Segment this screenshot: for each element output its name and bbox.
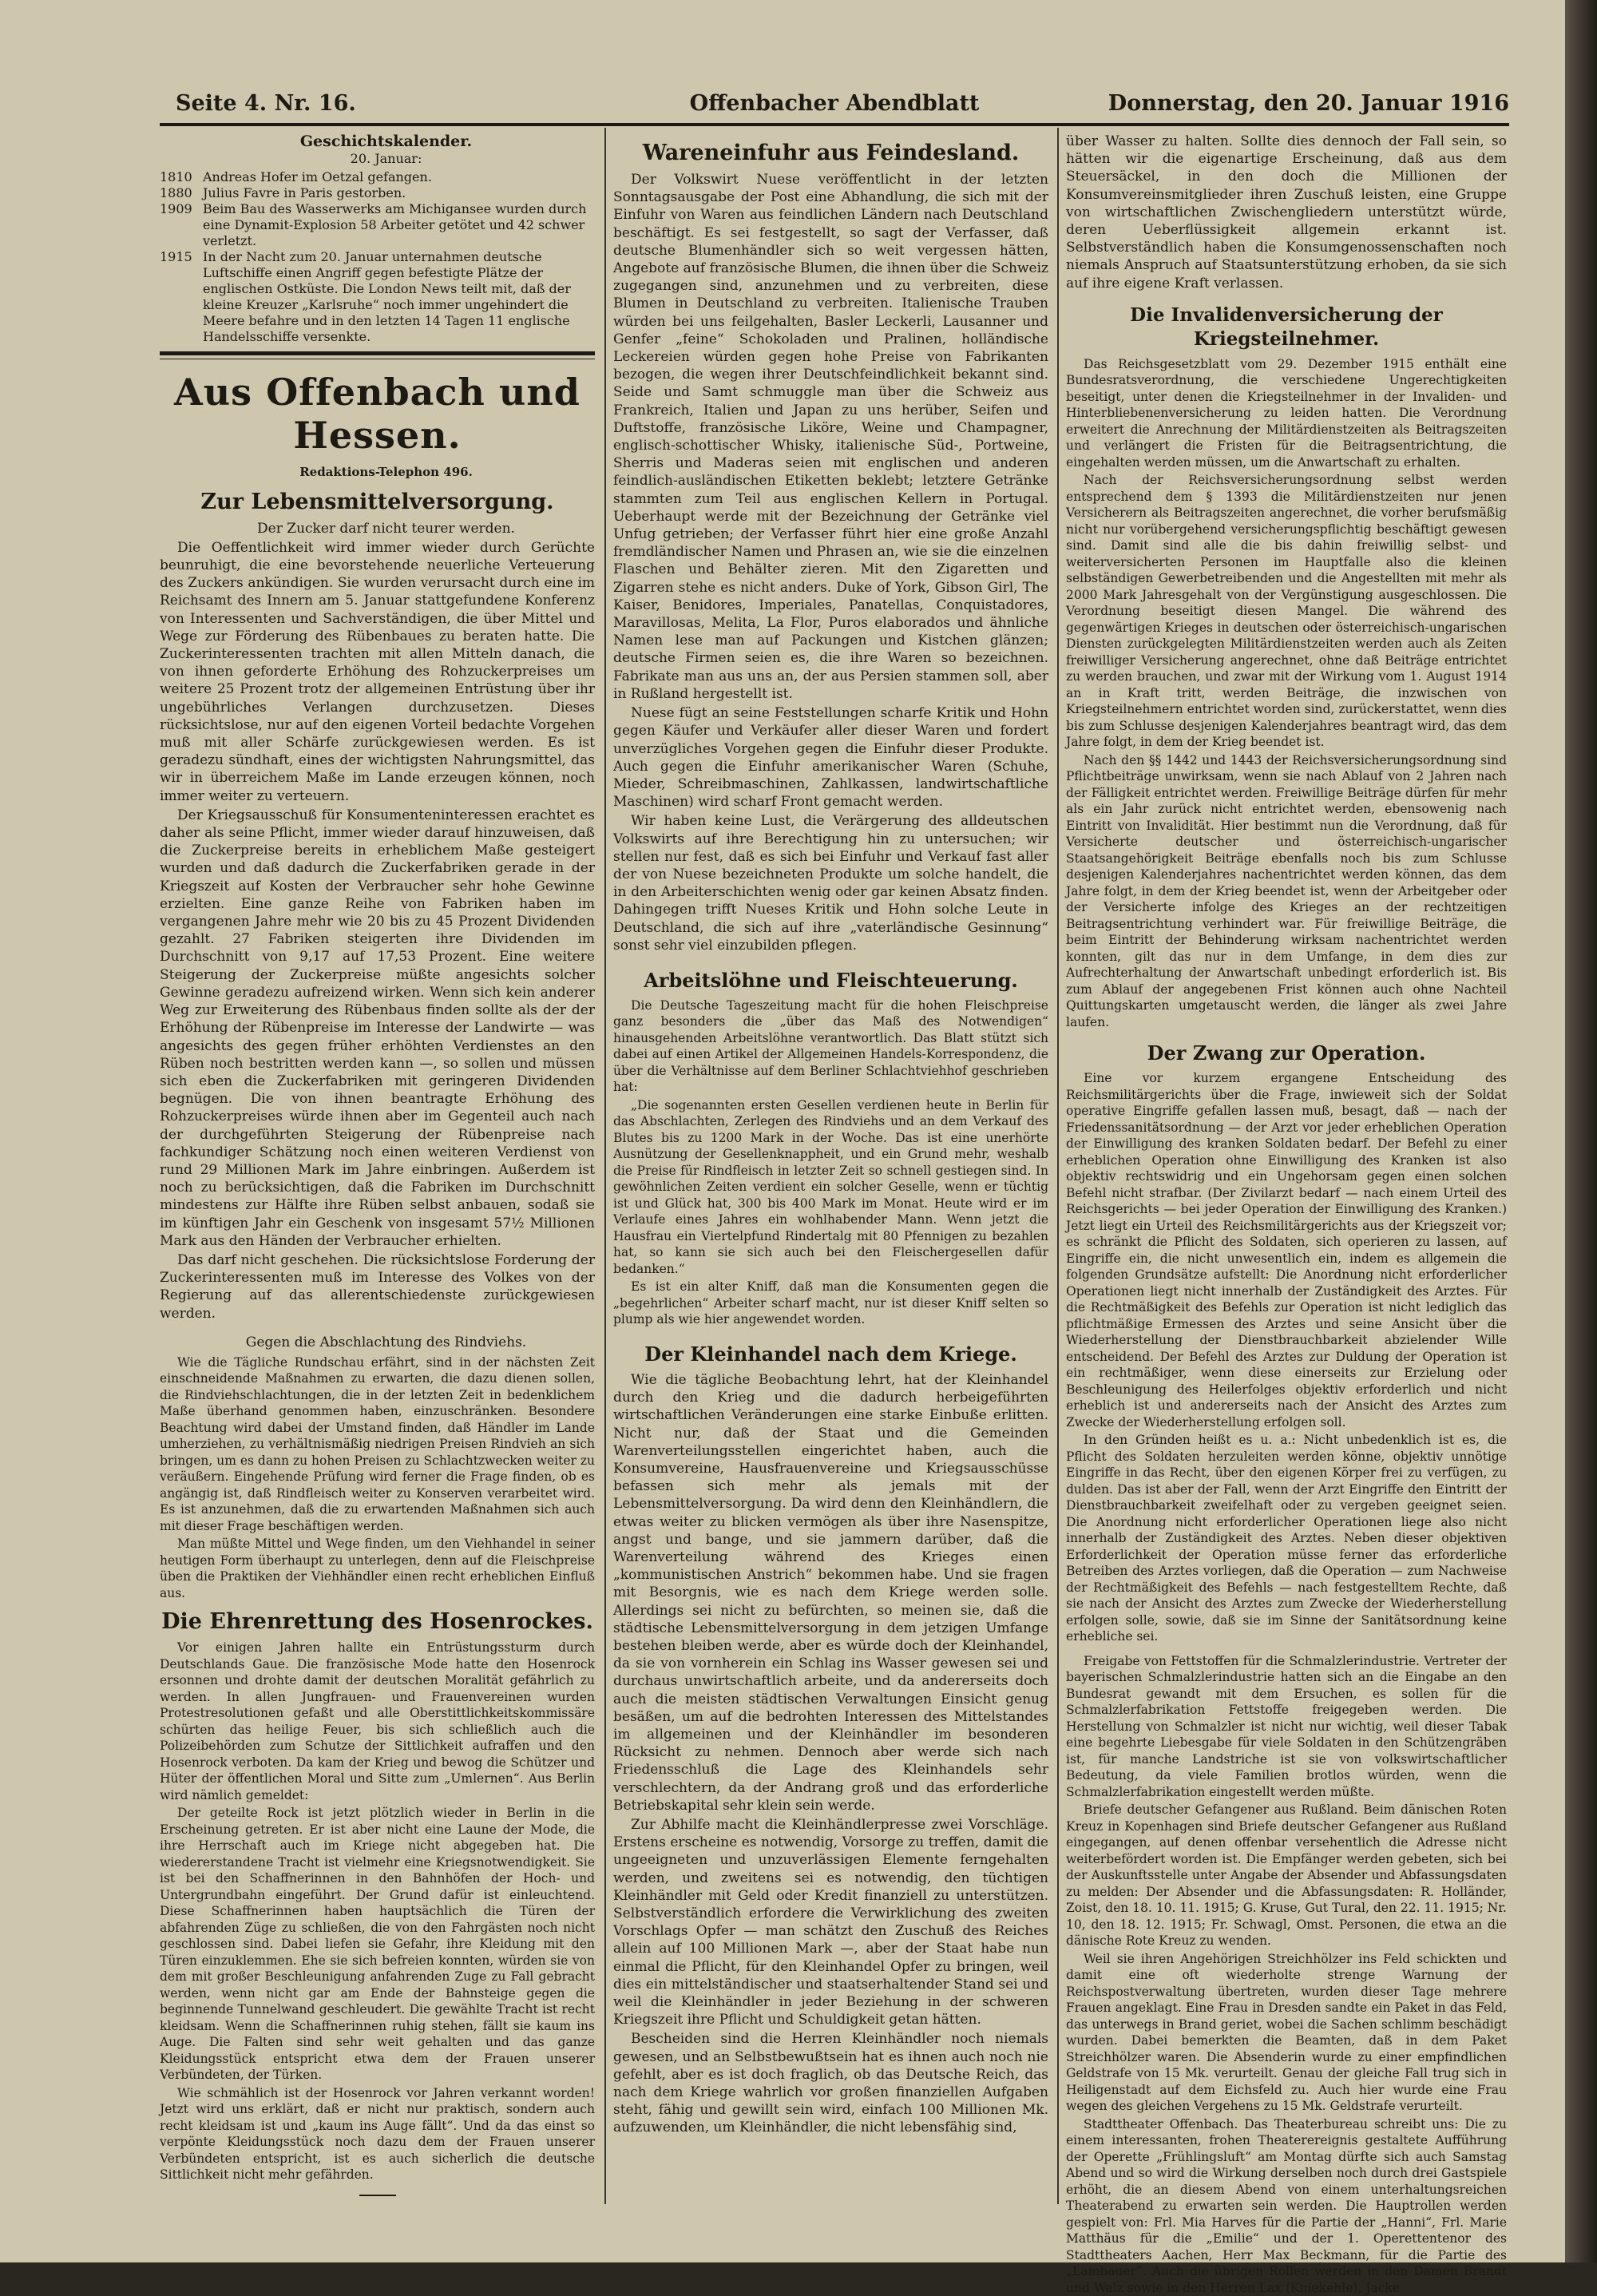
article-paragraph: Zur Abhilfe macht die Kleinhändlerpresse zwei Vorschläge. Erstens erscheine es notwendig, Vorsorge zu treffen, damit die ungeeigneten und unzuverlässigen Elemente ferngehalten werden, und zweitens sei es notwendig, den tüchtigen Kleinhändler mit Geld oder Kredit finanziell zu unterstützen. Selbstverständlich erfordere die Verwirklichung des zweiten Vorschlags Opfer — man schätzt den Zuschuß des Reiches allein auf 100 Millionen Mark —, aber der Staat habe nun einmal die Pflicht, für den Kleinhandel Opfer zu bringen, weil dies ein mittelständischer und staatserhaltender Stand sei und weil die Kleinhändler in jeder Beziehung in der schweren Kriegszeit ihre Pflicht und Schuldigkeit getan hätten. [613,1817,1048,2028]
article-title: Die Ehrenrettung des Hosenrockes. [161,1609,593,1635]
header-rule [160,123,1509,126]
article-paragraph: Wie die tägliche Beobachtung lehrt, hat der Kleinhandel durch den Krieg und die dadurch herbeigeführten wirtschaftlichen Veränderungen eine starke Einbuße erlitten. Nicht nur, daß der Staat und die Gemeinden Warenverteilungsstellen eingerichtet haben, auch die Konsumvereine, Hausfrauenvereine und Kriegsausschüsse befassen sich mehr als jemals mit der Lebensmittelversorgung. Da wird denn den Kleinhändlern, die etwas weiter zu blicken vermögen als über ihre Nasenspitze, angst und bange, und sie jammern darüber, daß die Warenverteilung während des Krieges einen „kommunistischen Anstrich“ bekommen habe. Und sie fragen mit Besorgnis, wie es nach dem Kriege werden solle. Allerdings sei nicht zu befürchten, so meinen sie, daß die städtische Lebensmittelversorgung in dem jetzigen Umfange bestehen bleiben werde, aber es würde doch der Kleinhandel, da sie von vornherein ein Schlag ins Wasser gewesen sei und durchaus unwirtschaftlich arbeite, und da andererseits doch auch die meisten städtischen Verwaltungen Einsicht genug besäßen, um auf die bedrohten Interessen des Mittelstandes im allgemeinen und der Kleinhändler im besonderen Rücksicht zu nehmen. Dennoch aber werde sich nach Friedensschluß die Lage des Kleinhandels sehr verschlechtern, da der Andrang groß und das erforderliche Betriebskapital sehr klein sein werde. [613,1371,1048,1814]
article-title: Die Invalidenversicherung der Kriegsteilnehmer. [1130,303,1443,350]
column-1 [160,133,595,2201]
local-notice: Weil sie ihren Angehörigen Streichhölzer ins Feld schickten und damit eine oft wiederholte strenge Warnung der Reichspostverwaltung übertreten, wurden dieser Tage mehrere Frauen angeklagt. Eine Frau in Dresden sandte ein Paket in das Feld, das unterwegs in Brand geriet, wobei die Sachen schlimm beschädigt wurden. Dabei bemerkten die Beamten, daß in dem Paket Streichhölzer waren. Die Absenderin wurde zu einer empfindlichen Geldstrafe von 15 Mk. verurteilt. Genau der gleiche Fall trug sich in Heiligenstadt auf dem Eichsfeld zu. Auch hier wurde eine Frau wegen des gleichen Vergehens zu 15 Mk. Geldstrafe verurteilt. [1066,1951,1507,2114]
article-paragraph: Nuese fügt an seine Feststellungen scharfe Kritik und Hohn gegen Käufer und Verkäufer aller dieser Waren und fordert unverzügliches Vorgehen gegen die Einfuhr dieser Produkte. Auch gegen die Einfuhr amerikanischer Waren (Schuhe, Mieder, Schreibmaschinen, Zahlkassen, landwirtschaftliche Maschinen) wird scharf Front gemacht werden. [613,705,1048,811]
article-paragraph: Vor einigen Jahren hallte ein Entrüstungssturm durch Deutschlands Gaue. Die französische Mode hatte den Hosenrock ersonnen und drohte damit der deutschen Moralität gefährlich zu werden. In allen Jungfrauen- und Frauenvereinen wurden Protestresolutionen gefaßt und alle Oberstittlichkeitskommissäre schürten das heilige Feuer, bis sich schließlich auch die Polizeibehörden zum Schutze der Sittlichkeit aufraffen und den Hosenrock verboten. Da kam der Krieg und bewog die Schützer und Hüter der öffentlichen Moral und Sitte zum „Umlernen“. Aus Berlin wird nämlich gemeldet: [160,1640,595,1802]
local-notice: Briefe deutscher Gefangener aus Rußland. Beim dänischen Roten Kreuz in Kopenhagen sind Briefe deutscher Gefangener aus Rußland eingegangen, auf denen offenbar versehentlich die Adresse nicht weiterbefördert worden ist. Die Empfänger werden gebeten, sich bei der Auskunftsstelle unter Angabe der Absender und Abfassungsdaten zu melden: Der Absender und die Abfassungsdaten: R. Holländer, Zoist, den 18. 10. 11. 1915; G. Kruse, Gut Tural, den 22. 11. 1915; Nr. 10, den 18. 12. 1915; Fr. Schwagl, Omst. Personen, die etwa an die dänische Rote Kreuz zu wenden. [1066,1802,1507,1949]
article-paragraph: Der Kriegsausschuß für Konsumenteninteressen erachtet es daher als seine Pflicht, immer wieder darauf hinzuweisen, daß die Zuckerpreise bereits in erheblichem Maße gesteigert wurden und daß dadurch die Zuckerfabriken gerade in der Kriegszeit auf Kosten der Verbraucher sehr hohe Gewinne erzielten. Eine ganze Reihe von Fabriken haben im vergangenen Jahre mehr wie 20 bis zu 45 Prozent Dividenden gezahlt. 27 Fabriken steigerten ihre Dividenden im Durchschnitt von 9,17 auf 17,53 Prozent. Eine weitere Steigerung der Zuckerpreise müßte angesichts solcher Gewinne geradezu aufreizend wirken. Wenn sich kein anderer Weg zur Erweiterung des Rübenbaus finden sollte als der der Erhöhung der Rübenpreise im Interesse der Landwirte — was angesichts des gegen früher erhöhten Verdienstes an den Rüben noch bestritten werden kann —, so sollen und müssen sich eben die Zuckerfabriken mit geringeren Dividenden begnügen. Die von ihnen beantragte Erhöhung des Rohzuckerpreises würde ihnen aber im Gegenteil auch nach der durchgeführten Steigerung der Rübenpreise nach fachkundiger Schätzung noch einen weiteren Verdienst von rund 29 Millionen Mark im Jahre einbringen. Außerdem ist noch zu berücksichtigen, daß die Fabriken im Durchschnitt mindestens zur Hälfte ihre Rüben selbst anbauen, sodaß sie im künftigen Jahr ein Geschenk von insgesamt 57½ Millionen Mark aus den Händen der Verbraucher erhielten. [160,807,595,1249]
article-title: Zur Lebensmittelversorgung. [200,489,554,514]
article-paragraph: Das Reichsgesetzblatt vom 29. Dezember 1915 enthält eine Bundesratsverordnung, die verschiedene Ungerechtigkeiten beseitigt, unter denen die Kriegsteilnehmer in der Invaliden- und Hinterbliebenenversicherung zu leiden hatten. Die Verordnung erweitert die Anrechnung der Militärdienstzeiten als Beitragszeiten und verlängert die Fristen für die Beitragsentrichtung, die eingehalten werden müssen, um die Anwartschaft zu erhalten. [1066,356,1507,470]
article-paragraph: Nach der Reichsversicherungsordnung selbst werden entsprechend dem § 1393 die Militärdienstzeiten nur jenen Versicherern als Beitragszeiten angerechnet, die vorher berufsmäßig nicht nur vorübergehend versicherungspflichtig beschäftigt gewesen sind. Damit sind alle die bis dahin freiwillig selbst- und weiterversicherten Personen im Hauptfalle also die kleinen selbständigen Gewerbetreibenden und die Angestellten mit mehr als 2000 Mark Jahresgehalt von der Vergünstigung ausgeschlossen. Die Verordnung beseitigt diesen Mangel. Die während des gegenwärtigen Krieges in deutschen oder österreichisch-ungarischen Diensten zurückgelegten Militärdienstzeiten werden auch als Zeiten freiwilliger Versicherung angerechnet, ohne daß Beiträge entrichtet zu werden brauchen, und zwar mit der Wirkung vom 1. August 1914 an in Kraft tritt, werden Beiträge, die inzwischen von Kriegsteilnehmern entrichtet worden sind, zurückerstattet, wenn dies bis zum Schlusse desjenigen Kalenderjahres beantragt wird, das dem Jahre folgt, in dem der Krieg beendet ist. [1066,473,1507,750]
column-divider [604,128,606,2204]
book-gutter [1565,0,1597,2262]
article-paragraph: Der geteilte Rock ist jetzt plötzlich wieder in Berlin in die Erscheinung getreten. Er ist aber nicht eine Laune der Mode, die ihre Herrschaft auch im Kriege nicht abgegeben hat. Die wiedererstandene Tracht ist vielmehr eine Kriegsnotwendigkeit. Sie ist bei den Schaffnerinnen in den Bahnhöfen der Hoch- und Untergrundbahn eingeführt. Der Grund dafür ist einleuchtend. Diese Schaffnerinnen haben hauptsächlich die Türen der abfahrenden Züge zu schließen, die von den Fahrgästen noch nicht geschlossen sind. Dabei liefen sie Gefahr, ihre Kleidung mit den Türen einzuklemmen. Ehe sie sich befreien konnten, würden sie von dem mit großer Beschleunigung anfahrenden Zuge zu Fall gebracht werden, wenn nicht gar am Ende der Bahnsteige gegen die beginnende Tunnelwand geschleudert. Die gewählte Tracht ist recht kleidsam. Wenn die Schaffnerinnen ruhig stehen, fällt sie kaum ins Auge. Die Falten sind sehr weit gehalten und das ganze Kleidungsstück entspricht etwa dem der Frauen unserer Verbündeten, der Türken. [160,1806,595,2083]
column-2 [613,133,1048,2201]
local-notice: Freigabe von Fettstoffen für die Schmalzlerindustrie. Vertreter der bayerischen Schmalzlerindustrie hatten sich an die Eingabe an den Bundesrat gewandt mit dem Ersuchen, es sollen für die Schmalzlerfabrikation Fettstoffe freigegeben werden. Die Herstellung von Schmalzler ist nicht nur wichtig, weil dieser Tabak eine begehrte Liebesgabe für viele Soldaten in den Schützengräben ist, für manche Landstriche ist sie von volkswirtschaftlicher Bedeutung, da viele Familien brotlos würden, wenn die Schmalzlerfabrikation eingestellt werden müßte. [1066,1653,1507,1799]
article-paragraph: Man müßte Mittel und Wege finden, um den Viehhandel in seiner heutigen Form überhaupt zu unterlegen, denn auf die Fleischpreise üben die Praktiken der Viehhändler einen recht erheblichen Einfluß aus. [160,1537,595,1600]
calendar-date: 20. Januar: [350,151,422,167]
article-paragraph: Das darf nicht geschehen. Die rücksichtslose Forderung der Zuckerinteressenten muß im Interesse des Volkes von der Regierung auf das allerentschiedenste zurückgewiesen werden. [160,1251,595,1322]
article-title: Wareneinfuhr aus Feindesland. [642,141,1020,165]
article-paragraph: In den Gründen heißt es u. a.: Nicht unbedenklich ist es, die Pflicht des Soldaten herzuleiten werden könne, objektiv unnötige Eingriffe in das Recht, über den eigenen Körper frei zu verfügen, zu dulden. Das ist aber der Fall, wenn der Arzt Eingriffe den Eintritt der Dienstbrauchbarkeit zweifelhaft oder zu vergeben geeignet seien. Die Anordnung nicht erforderlicher Operationen liege also nicht innerhalb der Zuständigkeit des Arztes. Neben dieser objektiven Erforderlichkeit der Operation müsse ferner das erforderliche Betreiben des Arztes vorliegen, daß die Operation — zum Nachweise der Rechtmäßigkeit des Befehls — nach festgestelltem Rechte, daß sie nach der Ansicht des Arztes zum Zwecke der Wiederherstellung erfolgen solle, sowie, daß sie im Sinne der Sanitätsordnung keine erhebliche sei. [1066,1433,1507,1644]
newspaper-name: Offenbacher Abendblatt [689,91,980,116]
article-paragraph: Nach den §§ 1442 und 1443 der Reichsversicherungsordnung sind Pflichtbeiträge unwirksam, wenn sie nach Ablauf von 2 Jahren nach der Fälligkeit entrichtet werden. Freiwillige Beiträge dürfen für mehr als ein Jahr zurück nicht entrichtet werden, ebensowenig nach Eintritt von Invalidität. Hier bestimmt nun die Verordnung, daß für Versicherte deutscher und österreichisch-ungarischer Staatsangehörigkeit Beiträge ebenfalls noch bis zum Schlusse desjenigen Kalenderjahres nachentrichtet werden können, das dem Jahre folgt, in dem der Krieg beendet ist, wenn der Arbeitgeber oder der Versicherte infolge des Krieges an der rechtzeitigen Beitragsentrichtung verhindert war. Für freiwillige Beiträge, die beim Eintritt der Behinderung wirksam nachentrichtet werden konnten, gilt das nur in dem Umfange, in dem dies zur Aufrechterhaltung der Anwartschaft unbedingt erforderlich ist. Bis zum Ablauf der angegebenen Frist können auch ohne Nachteil Quittungskarten umgetauscht werden, die länger als zwei Jahre laufen. [1066,752,1507,1029]
history-calendar [160,133,595,345]
article-title: Arbeitslöhne und Fleischteuerung. [644,968,1018,992]
calendar-item: 1880 Julius Favre in Paris gestorben. [160,185,406,201]
article-subtitle: Der Zucker darf nicht teurer werden. [257,520,515,537]
article-paragraph: Der Volkswirt Nuese veröffentlicht in der letzten Sonntagsausgabe der Post eine Abhandlung, die sich mit der Einfuhr von Waren aus feindlichen Ländern nach Deutschland beschäftigt. Es sei festgestellt, so sagt der Verfasser, daß deutsche Blumenhändler sich so weit vergessen hätten, Angebote auf französische Blumen, die ihnen über die Schweiz zugegangen sind, anzunehmen und zu verbreiten, diese Blumen in Deutschland zu verbreiten. Italienische Trauben würden bei uns feilgehalten, Basler Leckerli, Lausanner und Genfer „feine“ Schokoladen und Pralinen, holländische Leckereien würden gegen hohe Preise von Fabrikanten bezogen, die wegen ihrer Deutschfeindlichkeit bekannt sind. Seide und Samt schmuggle man über die Schweiz aus Frankreich, Italien und Japan zu uns herüber, Seifen und Duftstoffe, französische Liköre, Weine und Champagner, englisch-schottischer Whisky, italienische Süd-, Portweine, Sherris und Maderas seien mit englischen und anderen feindlich-ausländischen Etiketten beklebt; letztere Getränke stammten zum Teil aus englischen Kellern in Portugal. Ueberhaupt werde mit der Bezeichnung der Getränke viel Unfug getrieben; der Verfasser führt hier eine große Anzahl fremdländischer Namen und Phrasen an, wie sie die einzelnen Flaschen und Behälter zieren. Mit den Zigaretten und Zigarren stehe es nicht anders. Duke of York, Gibson Girl, The Kaiser, Benidores, Imperiales, Panatellas, Conquistadores, Maravillosas, Melita, La Flor, Puros elaborados und ähnliche Namen lese man auf Packungen und Kistchen glänzen; deutsche Firmen seien es, die ihre Waren so bezeichnen. Fabrikate man aus uns an, der aus Persien stammen soll, aber in Rußland hergestellt ist. [613,172,1048,702]
article-paragraph: Eine vor kurzem ergangene Entscheidung des Reichsmilitärgerichts über die Frage, inwieweit sich der Soldat operative Eingriffe gefallen lassen muß, besagt, daß — nach der Friedenssanitätsordnung — der Arzt vor jeder erheblichen Operation der Einwilligung des kranken Soldaten bedarf. Der Befehl zu einer erheblichen Operation ohne Einwilligung des Kranken ist also objektiv rechtswidrig und ein Ungehorsam gegen einen solchen Befehl nicht strafbar. (Der Zivilarzt bedarf — nach einem Urteil des Reichsgerichts — bei jeder Operation der Einwilligung des Kranken.) Jetzt liegt ein Urteil des Reichsmilitärgerichts aus der Kriegszeit vor; es schränkt die Pflicht des Soldaten, sich operieren zu lassen, auf Eingriffe ein, die nicht unwesentlich ein, indem es allgemein die folgenden Grundsätze aufstellt: Die Anordnung nicht erforderlicher Operationen liegt nicht innerhalb der Zuständigkeit des Arztes. Für die Rechtmäßigkeit des Befehls zur Operation ist nicht lediglich das pflichtmäßige Ermessen des Arztes und seine Ansicht über die Wiederherstellung der Dienstbrauchbarkeit abzielender Wille entscheidend. Der Befehl des Arztes zur Duldung der Operation ist ein rechtmäßiger, wenn diese einerseits zur Erzielung oder Beschleunigung des Heilerfolges objektiv erforderlich und nicht erheblich ist und andererseits nach der Ansicht des Arztes zum Zwecke der Wiederherstellung erfolgen soll. [1066,1071,1507,1430]
article-paragraph: Wir haben keine Lust, die Verärgerung des alldeutschen Volkswirts auf ihre Berechtigung hin zu untersuchen; wir stellen nur fest, daß es sich bei Einfuhr und Verkauf fast aller der von Nuese bezeichneten Produkte um solche handelt, die in den Arbeiterschichten wenig oder gar keinen Absatz finden. Dahingegen trifft Nueses Kritik und Hohn solche Leute in Deutschland, die sich auf ihre „vaterländische Gesinnung“ sonst sehr viel einzubilden pflegen. [613,813,1048,954]
article-title: Der Kleinhandel nach dem Kriege. [644,1342,1017,1366]
article-continuation: über Wasser zu halten. Sollte dies dennoch der Fall sein, so hätten wir die eigenartige Erscheinung, daß aus dem Steuersäckel, in den doch die Millionen der Konsumvereinsmitglieder ihren Zuschuß leisten, eine Gruppe von wirtschaftlichen Zwischengliedern unterstützt würde, deren Ueberflüssigkeit allgemein erkannt ist. Selbstverständlich haben die Konsumgenossenschaften noch niemals Anspruch auf Staatsunterstützung erhoben, da sie sich auf ihre eigene Kraft verlassen. [1066,133,1507,291]
editorial-telephone: Redaktions-Telephon 496. [299,465,473,480]
section-rule [160,351,595,355]
article-quote: „Die sogenannten ersten Gesellen verdienen heute in Berlin für das Abschlachten, Zerlegen des Rindviehs und an dem Verkauf des Blutes bis zu 1200 Mark in der Woche. Das ist eine unerhörte Ausnützung der Gesellenknappheit, und ein Grund mehr, weshalb die Preise für Rindfleisch in letzter Zeit so schnell gestiegen sind. In gewöhnlichen Zeiten verdient ein solcher Geselle, wenn er tüchtig ist und Glück hat, 300 bis 400 Mark im Monat. Heute wird er im Verlaufe eines Jahres ein wohlhabender Mann. Wenn jetzt die Hausfrau ein Viertelpfund Rindertalg mit 80 Pfennigen zu bezahlen hat, so kann sie sich auch bei den Fleischergesellen dafür bedanken.“ [613,1097,1048,1276]
calendar-item: 1909 Beim Bau des Wasserwerks am Michigansee wurden durch eine Dynamit-Explosion 58 Arbeiter getötet und 42 schwer verletzt. [160,201,587,249]
section-title: Aus Offenbach und Hessen. [174,371,581,458]
end-dash [359,2195,396,2196]
page-number: Seite 4. Nr. 16. [176,91,356,116]
calendar-title: Geschichtskalender. [299,133,473,150]
article-subtitle: Gegen die Abschlachtung des Rindviehs. [245,1334,527,1350]
page-header [160,86,1509,121]
column-divider [1057,128,1059,2204]
local-notice: Stadttheater Offenbach. Das Theaterbureau schreibt uns: Die zu einem interessanten, frohen Theaterereignis gestaltete Aufführung der Operette „Frühlingsluft“ am Montag dürfte sich auch Samstag Abend und so wird die Wirkung derselben noch durch drei Gastspiele erhöht, die an diesem Abend von einem unterhaltungsreichen Theaterabend zu erwarten sein werden. Die Hauptrollen werden gespielt von: Frl. Mia Harves für die Partie der „Hanni“, Frl. Marie Matthäus für die „Emilie“ und der 1. Operettentenor des Stadttheaters Aachen, Herr Max Beckmann, für die Partie des „Lambauer“. Auch die übrigen Rollen werden in den Damen Brandt und Walz sowie in den Herren Lax (Kniekehle), Jacke [1066,2116,1507,2295]
article-title: Der Zwang zur Operation. [1147,1041,1426,1065]
article-paragraph: Die Oeffentlichkeit wird immer wieder durch Gerüchte beunruhigt, die eine bevorstehende neuerliche Verteuerung des Zuckers ankündigen. Sie wurden verursacht durch eine im Reichsamt des Innern am 5. Januar stattgefundene Konferenz von Interessenten und Sachverständigen, die über Mittel und Wege zur Förderung des Rübenbaues zu beraten hatte. Die Zuckerinteressenten trachten mit allen Mitteln danach, die von ihnen geforderte Erhöhung des Rohzuckerpreises um weitere 25 Prozent trotz der allgemeinen Entrüstung über ihr ungebührliches Verlangen durchzusetzen. Dieses rücksichtslose, nur auf den eigenen Vorteil bedachte Vorgehen muß mit aller Schärfe zurückgewiesen werden. Es ist geradezu sündhaft, eines der wichtigsten Nahrungsmittel, das wir in überreichem Maße im Lande erzeugen können, noch immer weiter zu verteuern. [160,539,595,804]
issue-date: Donnerstag, den 20. Januar 1916 [1108,91,1509,116]
article-paragraph: Wie die Tägliche Rundschau erfährt, sind in der nächsten Zeit einschneidende Maßnahmen zu erwarten, die dazu dienen sollen, die Rindviehschlachtungen, die in der letzten Zeit in bedenklichem Maße überhand genommen haben, einzuschränken. Besondere Beachtung wird dabei der Umstand finden, daß Händler im Lande umherziehen, zu verhältnismäßig niedrigen Preisen Rindvieh an sich bringen, um es dann zu hohen Preisen zu Schlachtzwecken weiter zu veräußern. Eingehende Prüfung wird ferner die Frage finden, ob es angängig ist, daß Rindfleisch weiter zu Konserven verarbeitet wird. Es ist anzunehmen, daß die zu erwartenden Maßnahmen sich auch mit dieser Frage beschäftigen werden. [160,1354,595,1533]
column-3 [1066,133,1507,2295]
article-paragraph: Bescheiden sind die Herren Kleinhändler noch niemals gewesen, und an Selbstbewußtsein hat es ihnen auch noch nie gefehlt, aber es ist doch fraglich, ob das Deutsche Reich, das nach dem Kriege wahrlich vor großen finanziellen Aufgaben steht, fähig und gewillt sein wird, einfach 100 Millionen Mk. aufzuwenden, um Kleinhändler, die nicht lebensfähig sind, [613,2031,1048,2136]
article-paragraph: Die Deutsche Tageszeitung macht für die hohen Fleischpreise ganz besonders die „über das Maß des Notwendigen“ hinausgehenden Arbeitslöhne verantwortlich. Das Blatt stützt sich dabei auf einen Artikel der Allgemeinen Handels-Korrespondenz, die über die Verhältnisse auf dem Berliner Schlachtviehhof geschrieben hat: [613,997,1048,1095]
calendar-item: 1915 In der Nacht zum 20. Januar unternahmen deutsche Luftschiffe einen Angriff gegen befestigte Plätze der englischen Ostküste. Die London News teilt mit, daß der kleine Kreuzer „Karlsruhe“ noch immer ungehindert die Meere befahre und in den letzten 14 Tagen 11 englische Handelsschiffe versenkte. [160,249,571,345]
article-paragraph: Wie schmählich ist der Hosenrock vor Jahren verkannt worden! Jetzt wird uns erklärt, daß er nicht nur praktisch, sondern auch recht kleidsam ist und „kaum ins Auge fällt“. Und da das einst so verpönte Kleidungsstück noch dazu dem der Frauen unserer Verbündeten entspricht, ist es auch sicherlich die deutsche Sittlichkeit nicht mehr gefährden. [160,2085,595,2183]
article-paragraph: Es ist ein alter Kniff, daß man die Konsumenten gegen die „begehrlichen“ Arbeiter scharf macht, nur ist dieser Kniff selten so plump als wie hier angewendet worden. [613,1279,1048,1327]
calendar-item: 1810 Andreas Hofer im Oetzal gefangen. [160,169,432,185]
